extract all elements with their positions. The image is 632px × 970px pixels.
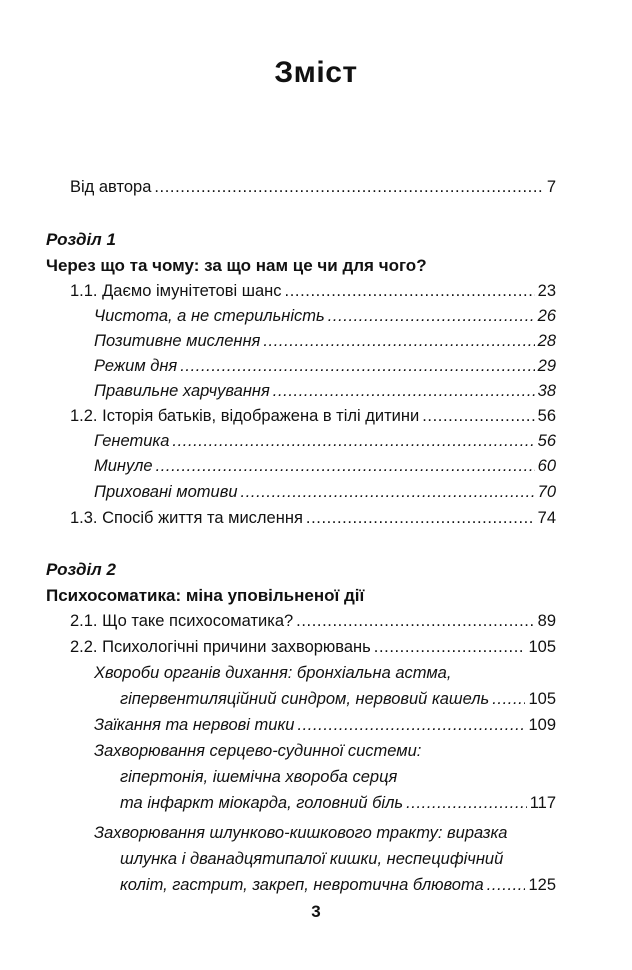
toc-entry-text: та інфаркт міокарда, головний біль (120, 794, 404, 812)
dot-leader (263, 330, 534, 352)
dot-leader (297, 714, 525, 736)
toc-entry (70, 610, 556, 632)
toc-entry-page: 29 (537, 357, 556, 375)
toc-subentry (94, 330, 556, 352)
toc-entry-text: Від автора (70, 178, 152, 196)
dot-leader (406, 792, 527, 814)
toc-subentry (120, 688, 556, 710)
toc-subentry (94, 430, 556, 452)
toc-entry-page: 28 (537, 332, 556, 350)
dot-leader (422, 405, 534, 427)
toc-entry-text: 1.2. Історія батьків, відображена в тілі дитини (70, 407, 420, 425)
toc-subentry-line: Хвороби органів дихання: бронхіальна астма, (94, 664, 452, 682)
toc-subentry (94, 380, 556, 402)
dot-leader (180, 355, 534, 377)
toc-subentry-line: гіпертонія, ішемічна хвороба серця (120, 768, 398, 786)
section-label: Розділ 2 (46, 560, 116, 579)
toc-subentry (120, 792, 556, 814)
toc-entry-text: Генетика (94, 432, 170, 450)
toc-entry-text: гіпервентиляційний синдром, нервовий кашель (120, 690, 490, 708)
section-label: Розділ 1 (46, 230, 116, 249)
toc-entry-text: Режим дня (94, 357, 178, 375)
toc-entry-text: Заїкання та нервові тики (94, 716, 295, 734)
dot-leader (273, 380, 535, 402)
toc-entry (70, 280, 556, 302)
toc-entry-text: 1.1. Даємо імунітетові шанс (70, 282, 282, 300)
dot-leader (285, 280, 535, 302)
toc-entry-text: Приховані мотиви (94, 483, 238, 501)
toc-subentry (120, 874, 556, 896)
dot-leader (172, 430, 534, 452)
dot-leader (154, 176, 543, 198)
toc-subentry (94, 481, 556, 503)
dot-leader (156, 455, 535, 477)
page-number: 3 (311, 902, 321, 921)
dot-leader (487, 874, 526, 896)
dot-leader (374, 636, 526, 658)
toc-entry-page: 125 (528, 876, 556, 894)
toc-entry-page: 56 (537, 432, 556, 450)
toc-subentry (94, 714, 556, 736)
dot-leader (328, 305, 535, 327)
toc-entry-page: 105 (528, 690, 556, 708)
toc-entry-page: 105 (528, 638, 556, 656)
toc-entry-text: 2.2. Психологічні причини захворювань (70, 638, 371, 656)
toc-entry (70, 636, 556, 658)
toc-entry-page: 7 (546, 178, 556, 196)
toc-entry-page: 23 (537, 282, 556, 300)
toc-subentry-line: Захворювання серцево-судинної системи: (94, 742, 422, 760)
toc-subentry-line: шлунка і дванадцятипалої кишки, неспецифічний (120, 850, 504, 868)
section-heading: Психосоматика: міна уповільненої дії (46, 586, 365, 605)
toc-entry-page: 70 (537, 483, 556, 501)
toc-entry-text: Чистота, а не стерильність (94, 307, 325, 325)
toc-entry-page: 74 (537, 509, 556, 527)
toc-entry-page: 89 (537, 612, 556, 630)
toc-subentry-line: Захворювання шлунково-кишкового тракту: виразка (94, 824, 508, 842)
toc-entry-text: 2.1. Що таке психосоматика? (70, 612, 294, 630)
toc-entry (70, 405, 556, 427)
toc-subentry (94, 305, 556, 327)
toc-entry-page: 109 (528, 716, 556, 734)
page-title: Зміст (274, 56, 358, 89)
toc-entry-page: 56 (537, 407, 556, 425)
toc-entry-intro (70, 176, 556, 198)
dot-leader (296, 610, 534, 632)
toc-entry-page: 60 (537, 457, 556, 475)
toc-subentry (94, 355, 556, 377)
dot-leader (241, 481, 535, 503)
toc-entry-text: коліт, гастрит, закреп, невротична блювота (120, 876, 484, 894)
toc-entry (70, 507, 556, 529)
toc-entry-page: 117 (529, 794, 556, 812)
toc-entry-text: 1.3. Спосіб життя та мислення (70, 509, 303, 527)
toc-subentry (94, 455, 556, 477)
toc-entry-page: 38 (537, 382, 556, 400)
toc-entry-text: Минуле (94, 457, 153, 475)
dot-leader (492, 688, 525, 710)
toc-entry-text: Правильне харчування (94, 382, 270, 400)
section-heading: Через що та чому: за що нам це чи для чого? (46, 256, 427, 275)
toc-entry-page: 26 (537, 307, 556, 325)
dot-leader (306, 507, 535, 529)
toc-entry-text: Позитивне мислення (94, 332, 261, 350)
